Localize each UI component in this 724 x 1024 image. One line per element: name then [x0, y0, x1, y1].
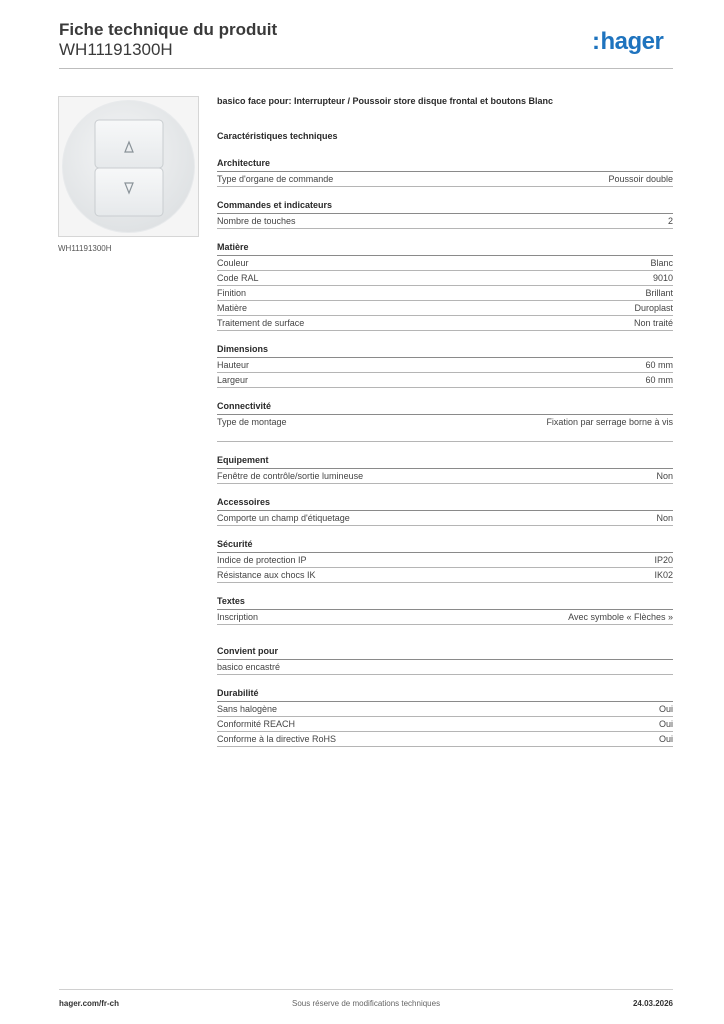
spec-label: Conforme à la directive RoHS [217, 734, 337, 744]
spec-row [217, 172, 673, 187]
spec-value: Brillant [645, 288, 673, 298]
spec-label: Indice de protection IP [217, 555, 307, 565]
spec-value: Non [656, 471, 673, 481]
spec-section [217, 199, 673, 229]
spec-label: Nombre de touches [217, 216, 296, 226]
spec-label: Type de montage [217, 417, 287, 427]
switch-illustration [59, 97, 198, 236]
section-title: Matière [217, 241, 673, 256]
spec-section [217, 400, 673, 442]
spec-label: Fenêtre de contrôle/sortie lumineuse [217, 471, 364, 481]
spec-row [217, 271, 673, 286]
brand-name: hager [600, 28, 664, 55]
spec-section [217, 645, 673, 675]
spec-label: Hauteur [217, 360, 250, 370]
spec-row [217, 553, 673, 568]
spec-row [217, 373, 673, 388]
spec-value: Oui [658, 734, 673, 744]
spec-content [217, 95, 673, 759]
footer-website[interactable]: hager.com/fr-ch [59, 999, 120, 1008]
spec-value: IK02 [654, 570, 673, 580]
section-title: Accessoires [217, 496, 673, 511]
footer-divider [59, 989, 673, 990]
section-title: Architecture [217, 157, 673, 172]
product-description: basico face pour: Interrupteur / Poussoir store disque frontal et boutons Blanc [217, 96, 554, 106]
spec-value: IP20 [654, 555, 673, 565]
spec-value: Fixation par serrage borne à vis [546, 417, 673, 427]
section-title: Dimensions [217, 343, 673, 358]
spec-label: Traitement de surface [217, 318, 305, 328]
footer-disclaimer: Sous réserve de modifications techniques [292, 999, 441, 1008]
spec-value: Avec symbole « Flèches » [568, 612, 673, 622]
spec-value: 60 mm [645, 360, 673, 370]
spec-value: 2 [667, 216, 673, 226]
spec-section [217, 595, 673, 625]
technical-characteristics-title: Caractéristiques techniques [217, 131, 338, 141]
spec-row [217, 469, 673, 484]
spec-label: Conformité REACH [217, 719, 296, 729]
spec-label: Résistance aux chocs IK [217, 570, 316, 580]
product-reference: WH11191300H [59, 40, 173, 59]
spec-label: Code RAL [217, 273, 259, 283]
section-title: Textes [217, 595, 673, 610]
spec-section [217, 687, 673, 747]
spec-row [217, 568, 673, 583]
spec-label: Type d'organe de commande [217, 174, 334, 184]
page-header [59, 20, 277, 60]
section-title: Connectivité [217, 400, 673, 415]
spec-section [217, 496, 673, 526]
spec-value: Non traité [633, 318, 673, 328]
spec-section [217, 538, 673, 583]
spec-row [217, 732, 673, 747]
spec-row [217, 214, 673, 229]
spec-label: basico encastré [217, 662, 281, 672]
spec-label: Matière [217, 303, 248, 313]
spec-row [217, 702, 673, 717]
spec-value: Poussoir double [608, 174, 673, 184]
spec-value: 60 mm [645, 375, 673, 385]
header-divider [59, 68, 673, 69]
spec-value: Oui [658, 719, 673, 729]
product-image [58, 96, 199, 237]
brand-logo: :hager [592, 28, 664, 55]
spec-row [217, 301, 673, 316]
spec-label: Finition [217, 288, 247, 298]
spec-section [217, 241, 673, 331]
spec-sections [217, 157, 673, 747]
spec-value: Oui [658, 704, 673, 714]
section-title: Commandes et indicateurs [217, 199, 673, 214]
spec-label: Largeur [217, 375, 249, 385]
section-title: Convient pour [217, 645, 673, 660]
spec-value: 9010 [652, 273, 673, 283]
footer-date: 24.03.2026 [632, 999, 673, 1008]
section-title: Durabilité [217, 687, 673, 702]
spec-label: Comporte un champ d'étiquetage [217, 513, 350, 523]
image-caption: WH11191300H [58, 244, 112, 253]
spec-value: Blanc [650, 258, 673, 268]
spec-section [217, 454, 673, 484]
document-title: Fiche technique du produit [59, 20, 278, 39]
spec-value: Non [656, 513, 673, 523]
spec-row [217, 610, 673, 625]
spec-row [217, 256, 673, 271]
spec-label: Inscription [217, 612, 259, 622]
spec-row [217, 660, 673, 675]
spec-row [217, 415, 673, 442]
spec-row [217, 286, 673, 301]
spec-section [217, 343, 673, 388]
spec-label: Couleur [217, 258, 249, 268]
spec-row [217, 358, 673, 373]
spec-row [217, 717, 673, 732]
spec-row [217, 511, 673, 526]
section-title: Sécurité [217, 538, 673, 553]
spec-label: Sans halogène [217, 704, 278, 714]
spec-row [217, 316, 673, 331]
section-title: Equipement [217, 454, 673, 469]
spec-value: Duroplast [634, 303, 673, 313]
spec-section [217, 157, 673, 187]
